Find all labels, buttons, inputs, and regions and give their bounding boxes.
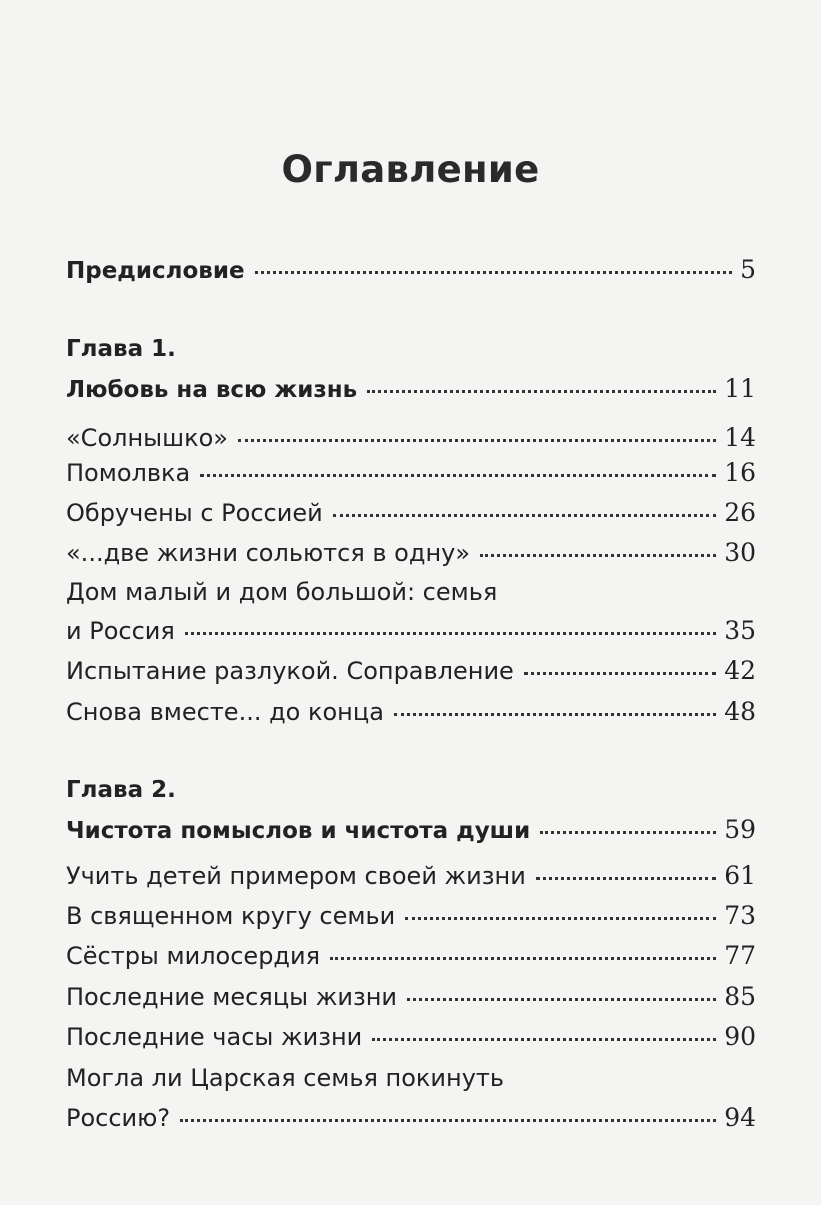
toc-entry-label: Россию? (66, 1104, 171, 1132)
toc-entry (66, 453, 756, 493)
dot-leader (524, 672, 716, 675)
chapter-heading: Глава 1. (66, 336, 176, 362)
dot-leader (407, 998, 716, 1001)
dot-leader (372, 1038, 716, 1041)
dot-leader (180, 1119, 716, 1122)
toc-entry (66, 418, 756, 458)
toc-entry (66, 936, 756, 976)
chapter-heading: Глава 2. (66, 777, 176, 803)
toc-page-number: 77 (724, 941, 756, 970)
toc-page-number: 61 (724, 861, 756, 890)
toc-page-number: 16 (724, 458, 756, 487)
toc-page-number: 59 (724, 815, 756, 844)
toc-page-number: 48 (724, 697, 756, 726)
toc-entry (66, 533, 756, 573)
toc-entry-label: Предисловие (66, 258, 245, 284)
toc-entry-label: Сёстры милосердия (66, 942, 321, 970)
toc-entry-chapter-title (66, 810, 756, 850)
toc-page-number: 26 (724, 498, 756, 527)
toc-entry (66, 1098, 756, 1138)
toc-entry (66, 1017, 756, 1057)
toc-page-number: 90 (724, 1022, 756, 1051)
toc-entry-label: Помолвка (66, 459, 191, 487)
toc-entry-label: Снова вместе... до конца (66, 698, 384, 726)
toc-page-number: 30 (724, 538, 756, 567)
toc-entry (66, 977, 756, 1017)
toc-entry (66, 896, 756, 936)
dot-leader (255, 271, 733, 274)
toc-entry-chapter-title (66, 369, 756, 409)
toc-entry (66, 611, 756, 651)
toc-entry-label: и Россия (66, 617, 175, 645)
toc-entry-label: В священном кругу семьи (66, 902, 396, 930)
dot-leader (536, 877, 716, 880)
toc-entry-preface (66, 250, 756, 290)
toc-entry (66, 692, 756, 732)
dot-leader (480, 554, 716, 557)
toc-entry (66, 856, 756, 896)
toc-entry-label: Испытание разлукой. Соправление (66, 657, 514, 685)
toc-entry-label-line1: Могла ли Царская семья покинуть (66, 1064, 505, 1092)
toc-entry-label-line1: Дом малый и дом большой: семья (66, 578, 498, 606)
toc-page-number: 94 (724, 1103, 756, 1132)
toc-entry (66, 493, 756, 533)
toc-entry (66, 651, 756, 691)
dot-leader (394, 713, 716, 716)
toc-page-number: 42 (724, 656, 756, 685)
dot-leader (238, 439, 716, 442)
toc-entry-label: Чистота помыслов и чистота души (66, 818, 531, 844)
dot-leader (367, 390, 716, 393)
toc-entry-label: «...две жизни сольются в одну» (66, 539, 471, 567)
dot-leader (405, 917, 716, 920)
toc-page-number: 73 (724, 901, 756, 930)
dot-leader (185, 632, 716, 635)
dot-leader (330, 957, 716, 960)
toc-page-number: 11 (724, 374, 756, 403)
dot-leader (540, 831, 716, 834)
dot-leader (200, 474, 716, 477)
toc-entry-label: Любовь на всю жизнь (66, 377, 358, 403)
toc-entry-label: «Солнышко» (66, 424, 228, 452)
dot-leader (333, 514, 717, 517)
toc-page-number: 14 (724, 423, 756, 452)
toc-page-number: 35 (724, 616, 756, 645)
toc-entry-label: Обручены с Россией (66, 499, 323, 527)
toc-entry-label: Учить детей примером своей жизни (66, 862, 526, 890)
toc-entry-label: Последние часы жизни (66, 1023, 363, 1051)
page-title: Оглавление (281, 148, 540, 191)
toc-page-number: 85 (724, 982, 756, 1011)
toc-page-number: 5 (740, 255, 756, 284)
toc-entry-label: Последние месяцы жизни (66, 983, 397, 1011)
